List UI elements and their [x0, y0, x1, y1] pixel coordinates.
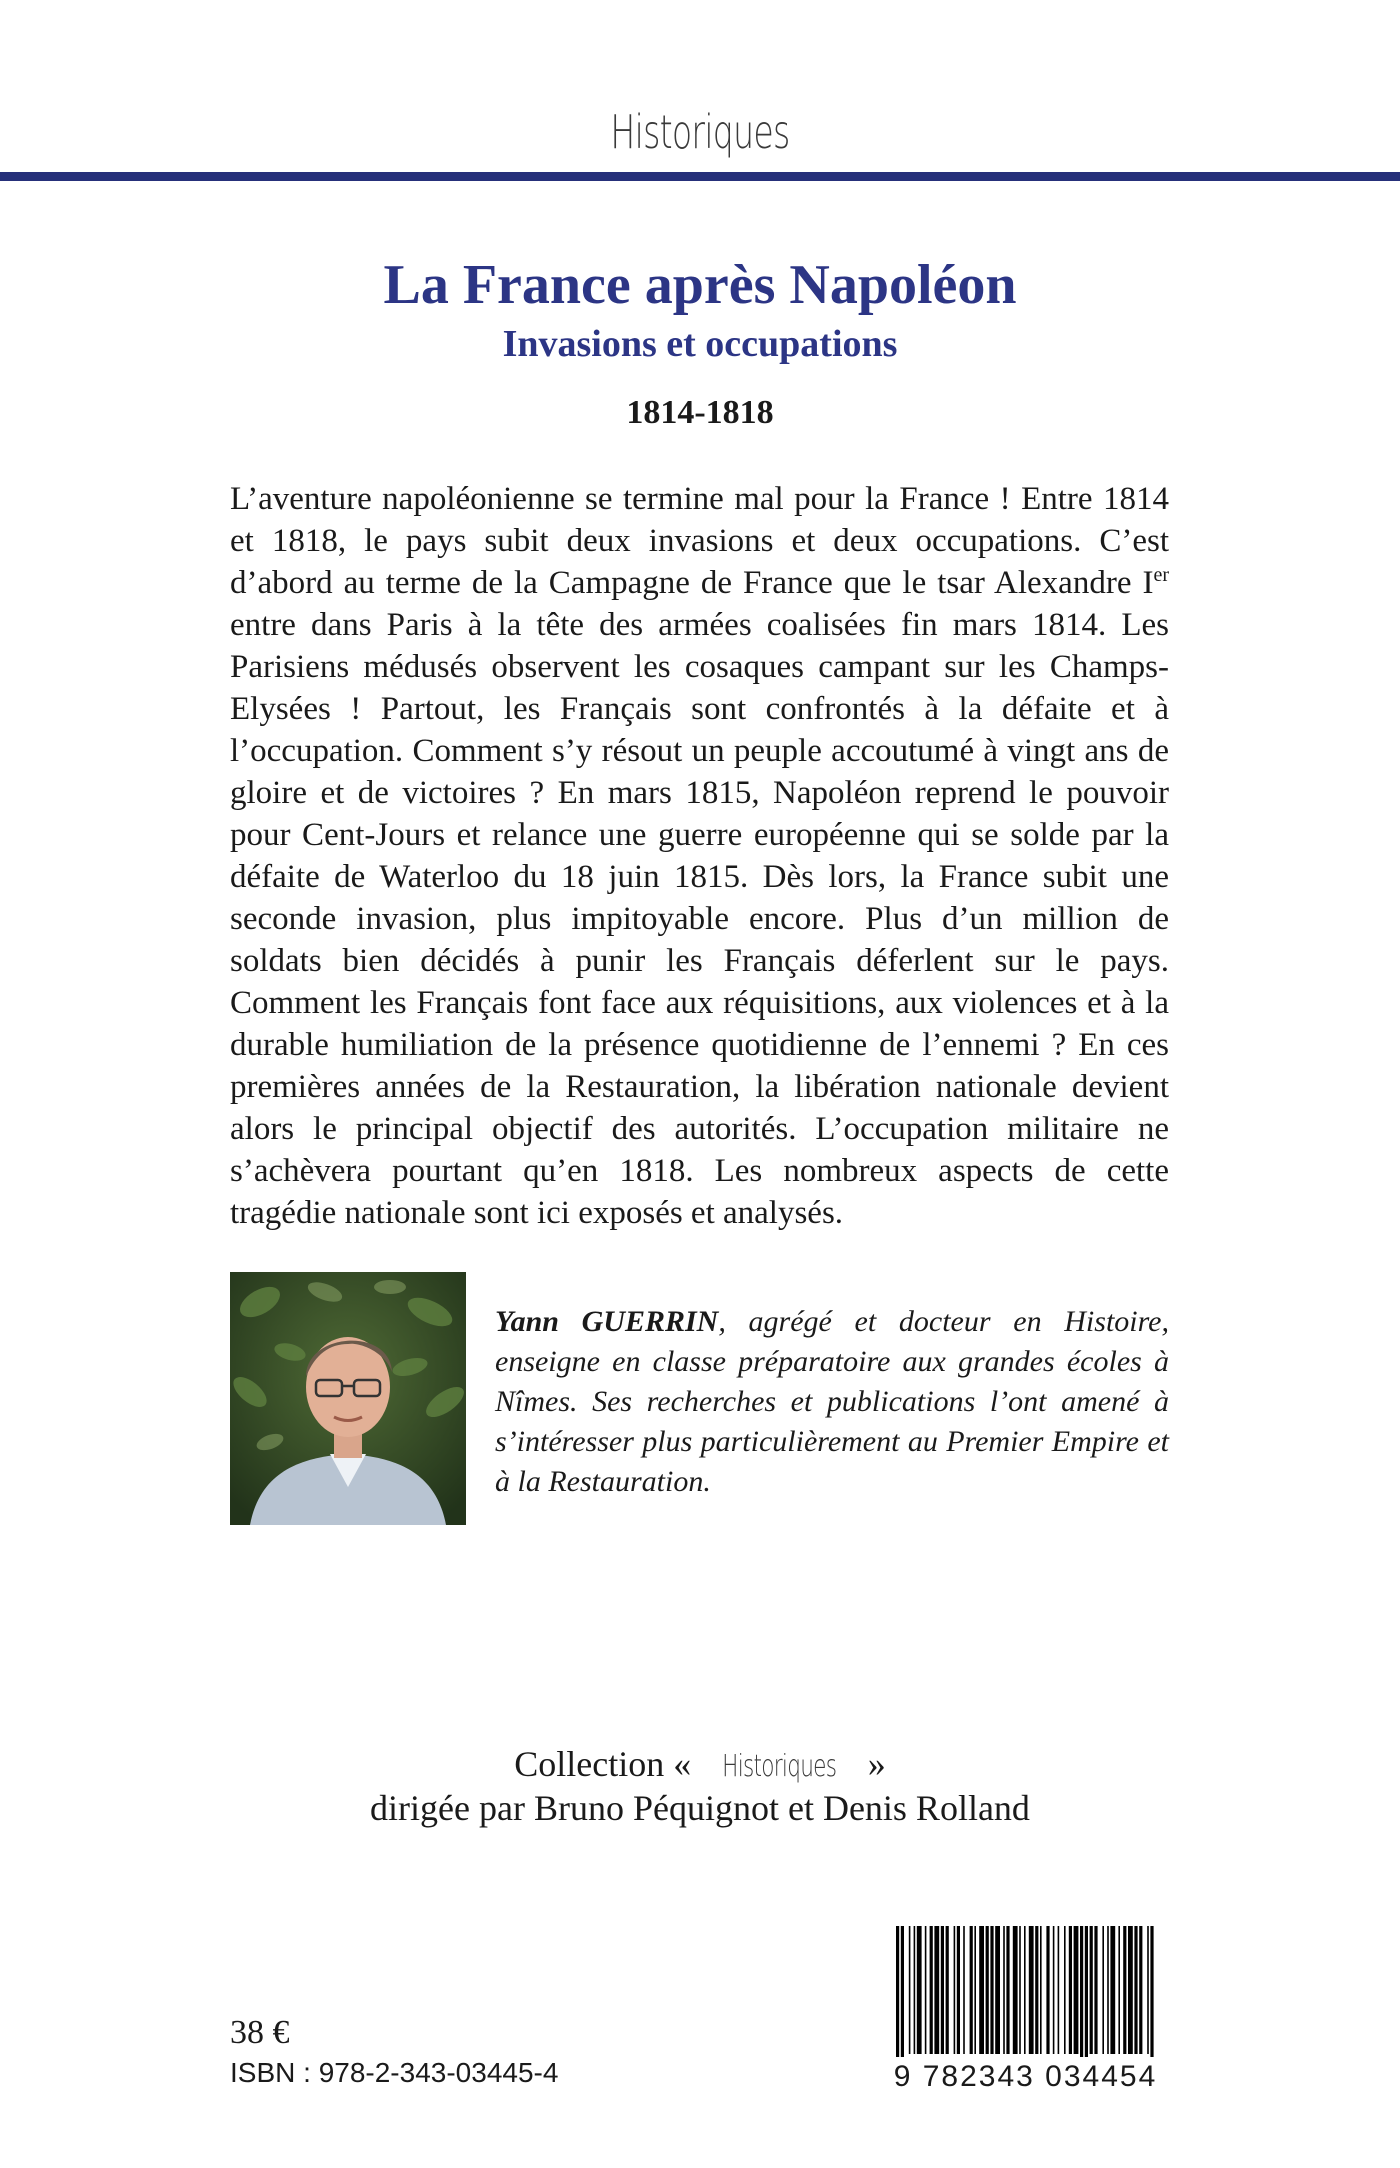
barcode-bar: [1110, 1926, 1115, 2054]
barcode-bar: [1046, 1926, 1049, 2054]
collection-directors: dirigée par Bruno Péquignot et Denis Rolland: [370, 1788, 1030, 1828]
author-name: Yann GUERRIN: [495, 1305, 719, 1338]
collection-logo: Historiques: [722, 1749, 837, 1784]
barcode-bar: [990, 1926, 993, 2054]
back-cover-blurb: [230, 478, 1169, 1234]
barcode-bar: [1102, 1926, 1104, 2054]
barcode-bar: [1139, 1926, 1142, 2054]
barcode-bar: [1090, 1926, 1093, 2054]
barcode-bar: [995, 1926, 1000, 2054]
barcode-bar: [1053, 1926, 1055, 2054]
barcode-bar: [914, 1926, 916, 2054]
blurb-text-part1: L’aventure napoléonienne se termine mal pour la France ! Entre 1814 et 1818, le pays subit deux invasions et deux occupations. C’est d’abord au terme de la Campagne de France que le tsar Alexandre I: [230, 481, 1169, 601]
isbn: ISBN : 978-2-343-03445-4: [230, 2057, 559, 2088]
barcode-bar: [909, 1926, 911, 2054]
barcode-bar: [946, 1926, 949, 2054]
barcode-bar: [925, 1926, 927, 2054]
barcode-bar: [957, 1926, 960, 2054]
price: 38 €: [230, 2014, 290, 2051]
barcode-digits: 9 782343 034454: [890, 2057, 1161, 2097]
barcode-bar: [1134, 1926, 1137, 2054]
barcode-bar: [979, 1926, 984, 2054]
collection-suffix: »: [867, 1744, 886, 1784]
barcode-bar: [917, 1926, 922, 2054]
barcode-bar: [1006, 1926, 1009, 2054]
barcode-bar: [954, 1926, 956, 2054]
barcode-bar: [1128, 1926, 1133, 2054]
barcode-bar: [1118, 1926, 1120, 2054]
barcode-bar: [1123, 1926, 1126, 2054]
barcode-bar: [934, 1926, 939, 2054]
barcode-bar: [1094, 1926, 1097, 2054]
barcode-bar: [1069, 1926, 1072, 2054]
barcode-bar: [974, 1926, 976, 2054]
barcode-bar: [930, 1926, 933, 2054]
blurb-text-part2: entre dans Paris à la tête des armées coalisées fin mars 1814. Les Parisiens médusés observent les cosaques campant sur les Champs-Elysées ! Partout, les Français sont confrontés à la défaite et à l’occupation. Comment s’y résout un peuple accoutumé à vingt ans de gloire et de victoires ? En mars 1815, Napoléon reprend le pouvoir pour Cent-Jours et relance une guerre européenne qui se solde par la défaite de Waterloo du 18 juin 1815. Dès lors, la France subit une seconde invasion, plus impitoyable encore. Plus d’un million de soldats bien décidés à punir les Français déferlent sur le pays. Comment les Français font face aux réquisitions, aux violences et à la durable humiliation de la présence quotidienne de l’ennemi ? En ces premières années de la Restauration, la libération nationale devient alors le principal objectif des autorités. L’occupation militaire ne s’achèvera pourtant qu’en 1818. Les nombreux aspects de cette tragédie nationale sont ici exposés et analysés.: [230, 607, 1169, 1231]
book-subtitle: Invasions et occupations: [502, 323, 898, 365]
barcode-bar: [1003, 1926, 1005, 2054]
top-rule: [0, 172, 1400, 181]
barcode-bar: [1074, 1926, 1079, 2054]
barcode-bar: [1024, 1926, 1026, 2054]
barcode-bar: [970, 1926, 973, 2054]
author-bio-text: , agrégé et docteur en Histoire, enseigne en classe préparatoire aux grandes écoles à Nîmes. Ses recherches et publications l’ont amené à s’intéresser plus particulièrement au Premier Empire et à la Restauration.: [495, 1305, 1169, 1498]
barcode-bar: [963, 1926, 965, 2054]
collection-prefix: Collection «: [514, 1744, 692, 1784]
barcode-bar: [1064, 1926, 1066, 2054]
barcode-bar: [1040, 1926, 1042, 2054]
barcode-bar: [1013, 1926, 1018, 2054]
author-photo: [230, 1272, 466, 1525]
collection-line: [0, 1742, 1400, 1789]
author-bio: [495, 1302, 1169, 1502]
barcode-bar: [1019, 1926, 1021, 2054]
book-title: La France après Napoléon: [383, 254, 1017, 316]
barcode-bar: [1058, 1926, 1060, 2054]
barcode-bar: [1107, 1926, 1109, 2054]
barcode-bar: [1035, 1926, 1038, 2054]
book-years: 1814-1818: [626, 394, 774, 431]
barcode-bar: [941, 1926, 944, 2054]
blurb-superscript: er: [1153, 564, 1169, 586]
series-logo: Historiques: [610, 105, 790, 159]
barcode-bar: [986, 1926, 989, 2054]
barcode-bar: [1147, 1926, 1149, 2054]
barcode-bar: [1029, 1926, 1034, 2054]
